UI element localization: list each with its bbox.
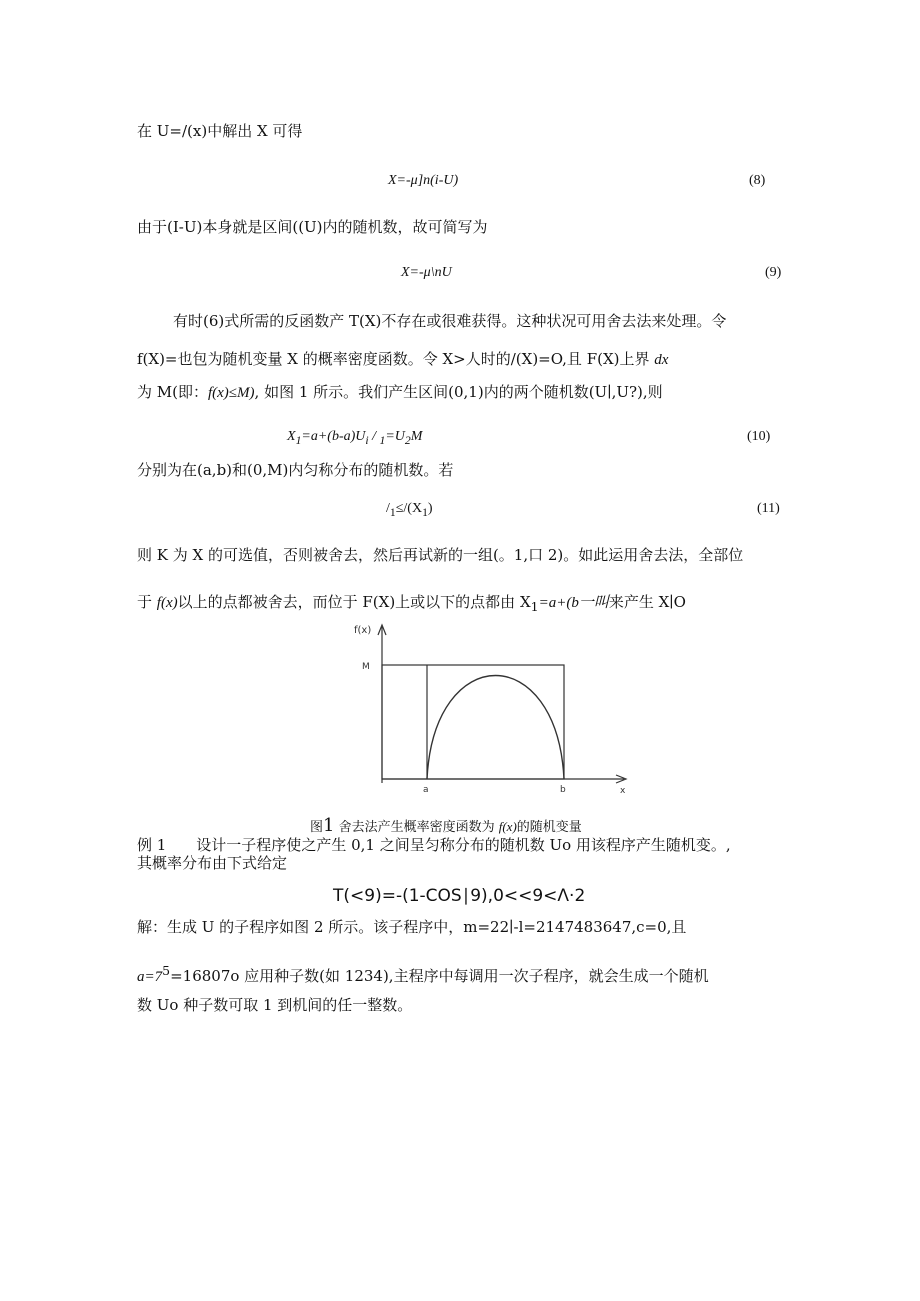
eq-part: i [365,433,369,447]
text-segment: 为 M(即： [137,383,208,401]
text-line: 其概率分布由下式给定 [137,854,288,872]
text-line: 由于(I-U)本身就是区间((U)内的随机数，故可简写为 [137,218,488,236]
text-line: 有时(6)式所需的反函数产 T(X)不存在或很难获得。这种状况可用舍去法来处理。令 [173,312,727,330]
text-segment: f(x) [156,595,178,611]
text-segment: 以上的点都被舍去，而位于 F(X)上或以下的点都由 X [177,593,531,611]
text-line: 在 U=/(x)中解出 X 可得 [137,122,303,140]
eq-part: 2 [404,433,411,447]
text-line: 分别为在(a,b)和(0,M)内匀称分布的随机数。若 [137,461,454,479]
text-segment: a=7 [137,969,163,985]
equation-9: X=-μ\nU [401,265,452,280]
text-segment: f(X)=也包为随机变量 X 的概率密度函数。令 X>人时的/(X)=O,且 F(X)上界 [137,350,650,368]
text-line: 数 Uo 种子数可取 1 到机间的任一整数。 [137,996,413,1014]
text-segment: 于 [137,593,153,611]
text-line [137,593,686,616]
equation-10 [287,428,422,450]
eq-part: 1 [389,505,396,519]
equation-11 [386,500,433,522]
eq-part: =U [385,429,405,444]
text-line: 例 1 设计一子程序使之产生 0,1 之间呈匀称分布的随机数 Uo 用该程序产生随机变。, [137,836,731,854]
text-segment: 1 [530,599,539,614]
m-label: M [362,662,370,672]
equation-8: X=-μ]n(i-U) [388,173,459,188]
eq-part: ≤/(X [395,501,423,516]
equation-number: (11) [757,501,780,516]
text-segment: dx [654,352,669,368]
caption-part: 的随机变量 [516,820,582,835]
text-line [137,383,663,402]
a-label: a [423,785,429,795]
probability-distribution-formula: T(<9)=-(1-COS∣9),0<<9<Λ·2 [333,886,586,906]
eq-part: / [368,429,380,444]
caption-part: 舍去法产生概率密度函数为 [334,820,499,835]
text-segment: f(x)≤M) [207,385,255,401]
b-label: b [560,785,566,795]
x-axis-label: x [620,786,626,796]
eq-part: ) [427,501,433,516]
bounding-rectangle [382,665,564,779]
caption-part: f(x) [498,819,517,834]
density-curve [427,676,564,780]
caption-part: 1 [323,815,335,836]
eq-part: 1 [422,505,428,519]
figure-rejection-method [352,621,642,806]
text-line: 则 K 为 X 的可选值，否则被舍去，然后再试新的一组(。1,口 2)。如此运用舍去法，全部位 [137,546,744,564]
eq-part: =a+(b-a)U [301,429,366,444]
eq-part: X [287,429,296,444]
text-segment: , 如图 1 所示。我们产生区间(0,1)内的两个随机数(U∣,U?),则 [254,383,663,401]
text-line [137,962,709,986]
eq-part: 1 [379,433,386,447]
text-line [137,350,668,369]
caption-part: 图 [310,820,324,835]
text-segment: 来产生 X∣O [608,593,686,611]
eq-part: M [410,429,423,444]
text-line: 解：生成 U 的子程序如图 2 所示。该子程序中，m=22∣-l=2147483647,c=0,且 [137,918,687,936]
eq-part: 1 [295,433,302,447]
text-segment: =a+(b一叫 [538,595,609,611]
figure-caption [310,815,582,836]
y-axis-label: f(x) [354,625,372,636]
text-segment: =16807o 应用种子数(如 1234),主程序中每调用一次子程序，就会生成一个随机 [170,967,709,985]
eq-part: / [386,501,390,516]
text-segment: 5 [162,963,171,978]
equation-number: (8) [749,173,766,188]
equation-number: (10) [747,429,771,444]
equation-number: (9) [765,265,782,280]
